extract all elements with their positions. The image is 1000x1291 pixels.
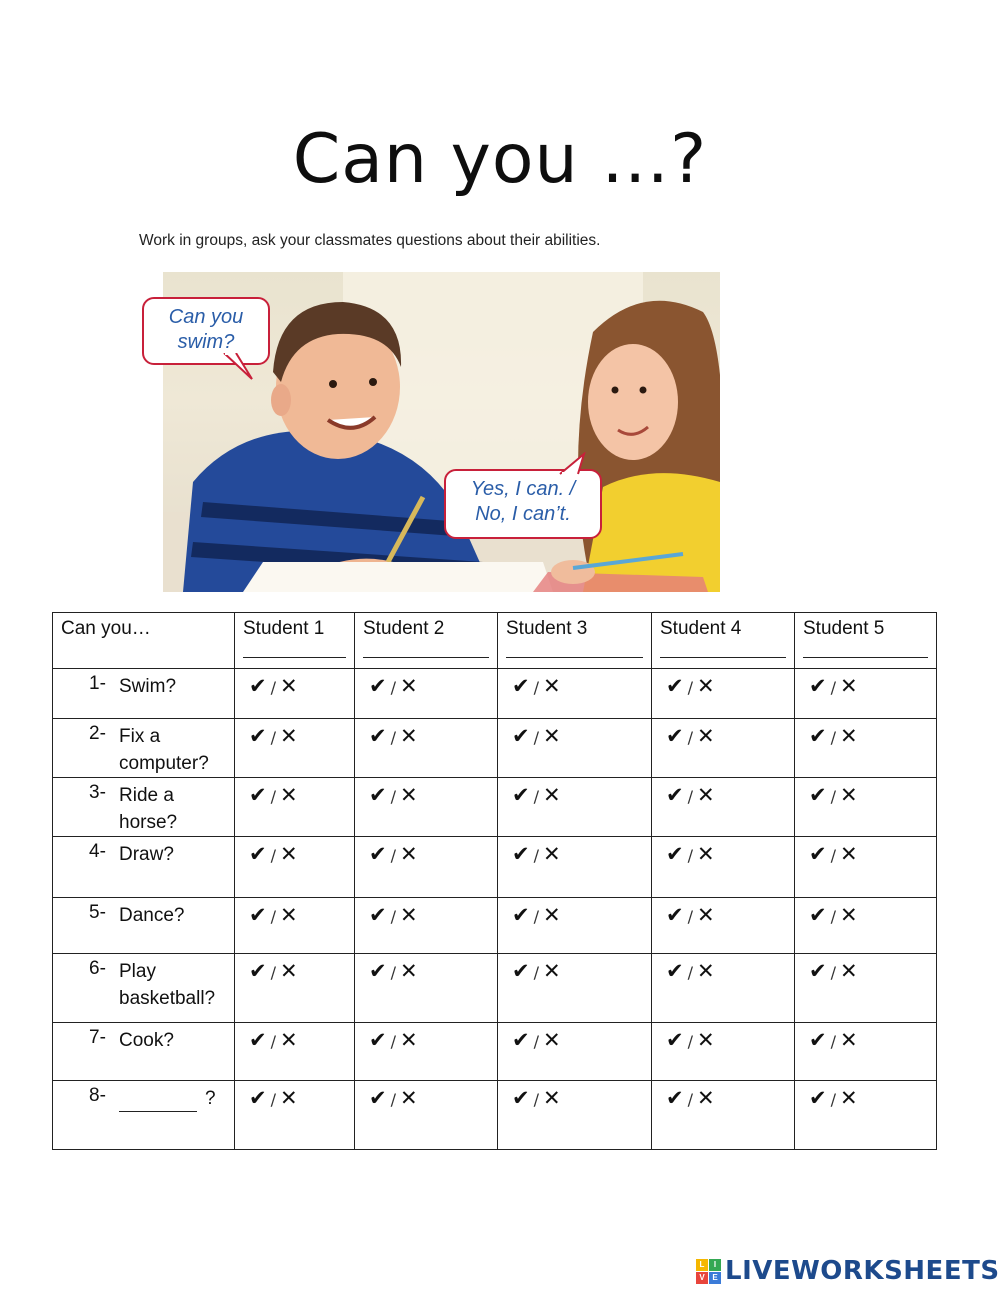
check-icon[interactable]: ✔ bbox=[809, 783, 827, 807]
header-cell-student-3 bbox=[498, 613, 652, 669]
name-blank-line[interactable] bbox=[243, 657, 346, 658]
check-icon[interactable]: ✔ bbox=[666, 842, 684, 866]
check-icon[interactable]: ✔ bbox=[666, 783, 684, 807]
activity-cell bbox=[53, 1081, 235, 1150]
activity-text: Fix a computer? bbox=[119, 726, 209, 774]
bubble-answer-line-1: Yes, I can. / bbox=[470, 478, 576, 500]
check-icon[interactable]: ✔ bbox=[249, 842, 267, 866]
yes-no-choice[interactable]: ✔ / ✕ bbox=[809, 903, 858, 927]
answer-cell[interactable] bbox=[498, 669, 652, 719]
header-cell-student-2 bbox=[355, 613, 498, 669]
liveworksheets-logo bbox=[696, 1254, 1000, 1288]
answer-cell[interactable] bbox=[795, 1081, 937, 1150]
cross-icon[interactable]: ✕ bbox=[280, 724, 298, 748]
activity-text: Ride a horse? bbox=[119, 785, 178, 833]
check-icon[interactable]: ✔ bbox=[249, 724, 267, 748]
answer-cell[interactable] bbox=[652, 1081, 795, 1150]
cross-icon[interactable]: ✕ bbox=[840, 959, 858, 983]
speech-bubble-answer bbox=[444, 469, 602, 539]
answer-cell[interactable] bbox=[652, 1023, 795, 1081]
activity-cell bbox=[53, 954, 235, 1023]
instructions: Work in groups, ask your classmates questions about their abilities. bbox=[139, 232, 601, 249]
yes-no-choice[interactable]: ✔ / ✕ bbox=[249, 842, 298, 866]
activity-text: Swim? bbox=[119, 676, 177, 697]
answer-cell[interactable] bbox=[355, 1023, 498, 1081]
cross-icon[interactable]: ✕ bbox=[543, 903, 561, 927]
check-icon[interactable]: ✔ bbox=[369, 674, 387, 698]
check-icon[interactable]: ✔ bbox=[666, 959, 684, 983]
header-label: Student 5 bbox=[803, 618, 885, 639]
table-row bbox=[53, 898, 937, 954]
header-cell-can-you bbox=[53, 613, 235, 669]
answer-cell[interactable] bbox=[355, 669, 498, 719]
yes-no-choice[interactable]: ✔ / ✕ bbox=[512, 903, 561, 927]
header-cell-student-4 bbox=[652, 613, 795, 669]
check-icon[interactable]: ✔ bbox=[809, 724, 827, 748]
check-icon[interactable]: ✔ bbox=[809, 1086, 827, 1110]
answer-cell[interactable] bbox=[652, 669, 795, 719]
cross-icon[interactable]: ✕ bbox=[280, 674, 298, 698]
cross-icon[interactable]: ✕ bbox=[400, 842, 418, 866]
yes-no-choice[interactable]: ✔ / ✕ bbox=[369, 674, 418, 698]
cross-icon[interactable]: ✕ bbox=[697, 674, 715, 698]
yes-no-choice[interactable]: ✔ / ✕ bbox=[369, 903, 418, 927]
logo-block: L bbox=[696, 1259, 708, 1271]
check-icon[interactable]: ✔ bbox=[512, 724, 530, 748]
answer-cell[interactable] bbox=[355, 954, 498, 1023]
check-icon[interactable]: ✔ bbox=[809, 842, 827, 866]
cross-icon[interactable]: ✕ bbox=[697, 783, 715, 807]
answer-cell[interactable] bbox=[498, 778, 652, 837]
cross-icon[interactable]: ✕ bbox=[543, 1028, 561, 1052]
cross-icon[interactable]: ✕ bbox=[840, 1086, 858, 1110]
answer-cell[interactable] bbox=[355, 1081, 498, 1150]
check-icon[interactable]: ✔ bbox=[666, 1086, 684, 1110]
logo-icon bbox=[696, 1259, 721, 1284]
logo-block: I bbox=[709, 1259, 721, 1271]
row-number: 5- bbox=[89, 902, 106, 923]
yes-no-choice[interactable]: ✔ / ✕ bbox=[809, 959, 858, 983]
check-icon[interactable]: ✔ bbox=[369, 783, 387, 807]
yes-no-choice[interactable]: ✔ / ✕ bbox=[666, 842, 715, 866]
yes-no-choice[interactable]: ✔ / ✕ bbox=[512, 1028, 561, 1052]
cross-icon[interactable]: ✕ bbox=[840, 842, 858, 866]
check-icon[interactable]: ✔ bbox=[369, 842, 387, 866]
activity-cell bbox=[53, 1023, 235, 1081]
check-icon[interactable]: ✔ bbox=[249, 783, 267, 807]
cross-icon[interactable]: ✕ bbox=[280, 1086, 298, 1110]
name-blank-line[interactable] bbox=[506, 657, 643, 658]
header-label: Student 4 bbox=[660, 618, 742, 639]
cross-icon[interactable]: ✕ bbox=[400, 1028, 418, 1052]
table-row bbox=[53, 669, 937, 719]
check-icon[interactable]: ✔ bbox=[666, 724, 684, 748]
logo-text: LIVEWORKSHEETS bbox=[725, 1256, 1000, 1286]
cross-icon[interactable]: ✕ bbox=[840, 1028, 858, 1052]
cross-icon[interactable]: ✕ bbox=[400, 959, 418, 983]
yes-no-choice[interactable]: ✔ / ✕ bbox=[666, 783, 715, 807]
cross-icon[interactable]: ✕ bbox=[840, 903, 858, 927]
cross-icon[interactable]: ✕ bbox=[543, 842, 561, 866]
header-label: Student 2 bbox=[363, 618, 445, 639]
yes-no-choice[interactable]: ✔ / ✕ bbox=[666, 1086, 715, 1110]
answer-cell[interactable] bbox=[652, 837, 795, 898]
answer-cell[interactable] bbox=[235, 837, 355, 898]
answer-cell[interactable] bbox=[652, 719, 795, 778]
yes-no-choice[interactable]: ✔ / ✕ bbox=[369, 1086, 418, 1110]
answer-cell[interactable] bbox=[498, 954, 652, 1023]
yes-no-choice[interactable]: ✔ / ✕ bbox=[369, 724, 418, 748]
cross-icon[interactable]: ✕ bbox=[840, 783, 858, 807]
answer-cell[interactable] bbox=[235, 669, 355, 719]
cross-icon[interactable]: ✕ bbox=[280, 1028, 298, 1052]
answer-cell[interactable] bbox=[355, 898, 498, 954]
custom-activity-blank[interactable] bbox=[119, 1093, 197, 1112]
activity-text-blank: ? bbox=[119, 1085, 234, 1112]
answer-cell[interactable] bbox=[498, 837, 652, 898]
yes-no-choice[interactable]: ✔ / ✕ bbox=[512, 959, 561, 983]
answer-cell[interactable] bbox=[498, 719, 652, 778]
answer-cell[interactable] bbox=[795, 719, 937, 778]
answer-cell[interactable] bbox=[795, 837, 937, 898]
check-icon[interactable]: ✔ bbox=[369, 1028, 387, 1052]
yes-no-choice[interactable]: ✔ / ✕ bbox=[512, 783, 561, 807]
table-row bbox=[53, 1023, 937, 1081]
cross-icon[interactable]: ✕ bbox=[543, 783, 561, 807]
cross-icon[interactable]: ✕ bbox=[400, 903, 418, 927]
yes-no-choice[interactable]: ✔ / ✕ bbox=[369, 783, 418, 807]
cross-icon[interactable]: ✕ bbox=[697, 903, 715, 927]
activity-text: Play basketball? bbox=[119, 961, 216, 1009]
logo-block: E bbox=[709, 1272, 721, 1284]
cross-icon[interactable]: ✕ bbox=[840, 674, 858, 698]
check-icon[interactable]: ✔ bbox=[512, 959, 530, 983]
yes-no-choice[interactable]: ✔ / ✕ bbox=[809, 783, 858, 807]
bubble-tail-question bbox=[222, 353, 256, 381]
check-icon[interactable]: ✔ bbox=[512, 1086, 530, 1110]
cross-icon[interactable]: ✕ bbox=[697, 1028, 715, 1052]
check-icon[interactable]: ✔ bbox=[809, 959, 827, 983]
activity-text: Cook? bbox=[119, 1030, 174, 1051]
header-label: Student 3 bbox=[506, 618, 588, 639]
activity-cell bbox=[53, 778, 235, 837]
yes-no-choice[interactable]: ✔ / ✕ bbox=[249, 724, 298, 748]
cross-icon[interactable]: ✕ bbox=[697, 1086, 715, 1110]
yes-no-choice[interactable]: ✔ / ✕ bbox=[666, 903, 715, 927]
check-icon[interactable]: ✔ bbox=[512, 1028, 530, 1052]
answer-cell[interactable] bbox=[795, 669, 937, 719]
row-number: 2- bbox=[89, 723, 106, 744]
check-icon[interactable]: ✔ bbox=[369, 903, 387, 927]
yes-no-choice[interactable]: ✔ / ✕ bbox=[809, 1028, 858, 1052]
yes-no-choice[interactable]: ✔ / ✕ bbox=[369, 959, 418, 983]
header-cell-student-5 bbox=[795, 613, 937, 669]
answer-cell[interactable] bbox=[498, 1081, 652, 1150]
bubble-question-line-1: Can you bbox=[168, 306, 244, 328]
cross-icon[interactable]: ✕ bbox=[543, 724, 561, 748]
answer-cell[interactable] bbox=[235, 1081, 355, 1150]
answer-cell[interactable] bbox=[652, 954, 795, 1023]
activity-cell bbox=[53, 719, 235, 778]
answer-cell[interactable] bbox=[355, 778, 498, 837]
check-icon[interactable]: ✔ bbox=[369, 959, 387, 983]
logo-block: V bbox=[696, 1272, 708, 1284]
yes-no-choice[interactable]: ✔ / ✕ bbox=[369, 842, 418, 866]
check-icon[interactable]: ✔ bbox=[809, 674, 827, 698]
cross-icon[interactable]: ✕ bbox=[280, 783, 298, 807]
page-title: Can you …? bbox=[292, 120, 708, 199]
yes-no-choice[interactable]: ✔ / ✕ bbox=[249, 1028, 298, 1052]
yes-no-choice[interactable]: ✔ / ✕ bbox=[809, 1086, 858, 1110]
table-header-row bbox=[53, 613, 937, 669]
check-icon[interactable]: ✔ bbox=[809, 1028, 827, 1052]
row-number: 1- bbox=[89, 673, 106, 694]
check-icon[interactable]: ✔ bbox=[666, 1028, 684, 1052]
row-number: 8- bbox=[89, 1085, 106, 1106]
row-number: 3- bbox=[89, 782, 106, 803]
name-blank-line[interactable] bbox=[660, 657, 786, 658]
row-number: 7- bbox=[89, 1027, 106, 1048]
answer-cell[interactable] bbox=[795, 1023, 937, 1081]
yes-no-choice[interactable]: ✔ / ✕ bbox=[249, 903, 298, 927]
yes-no-choice[interactable]: ✔ / ✕ bbox=[249, 783, 298, 807]
row-number: 6- bbox=[89, 958, 106, 979]
check-icon[interactable]: ✔ bbox=[249, 674, 267, 698]
check-icon[interactable]: ✔ bbox=[512, 783, 530, 807]
check-icon[interactable]: ✔ bbox=[512, 674, 530, 698]
yes-no-choice[interactable]: ✔ / ✕ bbox=[809, 674, 858, 698]
check-icon[interactable]: ✔ bbox=[249, 903, 267, 927]
header-label: Can you… bbox=[61, 618, 151, 639]
yes-no-choice[interactable]: ✔ / ✕ bbox=[512, 1086, 561, 1110]
answer-cell[interactable] bbox=[652, 778, 795, 837]
check-icon[interactable]: ✔ bbox=[249, 959, 267, 983]
header-cell-student-1 bbox=[235, 613, 355, 669]
answer-cell[interactable] bbox=[235, 898, 355, 954]
abilities-table bbox=[52, 612, 937, 1150]
activity-text: Dance? bbox=[119, 905, 185, 926]
yes-no-choice[interactable]: ✔ / ✕ bbox=[809, 842, 858, 866]
cross-icon[interactable]: ✕ bbox=[543, 1086, 561, 1110]
cross-icon[interactable]: ✕ bbox=[280, 842, 298, 866]
check-icon[interactable]: ✔ bbox=[512, 903, 530, 927]
answer-cell[interactable] bbox=[795, 898, 937, 954]
cross-icon[interactable]: ✕ bbox=[280, 959, 298, 983]
yes-no-choice[interactable]: ✔ / ✕ bbox=[512, 724, 561, 748]
answer-cell[interactable] bbox=[498, 898, 652, 954]
check-icon[interactable]: ✔ bbox=[249, 1086, 267, 1110]
header-label: Student 1 bbox=[243, 618, 325, 639]
table-row bbox=[53, 719, 937, 778]
yes-no-choice[interactable]: ✔ / ✕ bbox=[666, 724, 715, 748]
cross-icon[interactable]: ✕ bbox=[697, 724, 715, 748]
answer-cell[interactable] bbox=[795, 954, 937, 1023]
bubble-question-line-2: swim? bbox=[177, 331, 235, 353]
cross-icon[interactable]: ✕ bbox=[400, 724, 418, 748]
table-row bbox=[53, 778, 937, 837]
yes-no-choice[interactable]: ✔ / ✕ bbox=[369, 1028, 418, 1052]
activity-cell bbox=[53, 898, 235, 954]
yes-no-choice[interactable]: ✔ / ✕ bbox=[809, 724, 858, 748]
answer-cell[interactable] bbox=[235, 954, 355, 1023]
yes-no-choice[interactable]: ✔ / ✕ bbox=[666, 674, 715, 698]
name-blank-line[interactable] bbox=[363, 657, 489, 658]
answer-cell[interactable] bbox=[355, 837, 498, 898]
cross-icon[interactable]: ✕ bbox=[697, 842, 715, 866]
table-row bbox=[53, 837, 937, 898]
table-row bbox=[53, 954, 937, 1023]
cross-icon[interactable]: ✕ bbox=[543, 959, 561, 983]
check-icon[interactable]: ✔ bbox=[369, 724, 387, 748]
answer-cell[interactable] bbox=[355, 719, 498, 778]
answer-cell[interactable] bbox=[795, 778, 937, 837]
row-number: 4- bbox=[89, 841, 106, 862]
yes-no-choice[interactable]: ✔ / ✕ bbox=[512, 674, 561, 698]
check-icon[interactable]: ✔ bbox=[809, 903, 827, 927]
bubble-answer-line-2: No, I can’t. bbox=[475, 503, 571, 525]
yes-no-choice[interactable]: ✔ / ✕ bbox=[249, 959, 298, 983]
cross-icon[interactable]: ✕ bbox=[697, 959, 715, 983]
cross-icon[interactable]: ✕ bbox=[400, 674, 418, 698]
check-icon[interactable]: ✔ bbox=[512, 842, 530, 866]
yes-no-choice[interactable]: ✔ / ✕ bbox=[249, 674, 298, 698]
cross-icon[interactable]: ✕ bbox=[840, 724, 858, 748]
check-icon[interactable]: ✔ bbox=[666, 674, 684, 698]
answer-cell[interactable] bbox=[235, 778, 355, 837]
cross-icon[interactable]: ✕ bbox=[400, 1086, 418, 1110]
yes-no-choice[interactable]: ✔ / ✕ bbox=[512, 842, 561, 866]
answer-cell[interactable] bbox=[235, 719, 355, 778]
activity-cell bbox=[53, 669, 235, 719]
cross-icon[interactable]: ✕ bbox=[543, 674, 561, 698]
name-blank-line[interactable] bbox=[803, 657, 928, 658]
check-icon[interactable]: ✔ bbox=[666, 903, 684, 927]
activity-cell bbox=[53, 837, 235, 898]
bubble-tail-answer bbox=[556, 452, 588, 476]
cross-icon[interactable]: ✕ bbox=[400, 783, 418, 807]
activity-text: Draw? bbox=[119, 844, 174, 865]
answer-cell[interactable] bbox=[498, 1023, 652, 1081]
cross-icon[interactable]: ✕ bbox=[280, 903, 298, 927]
yes-no-choice[interactable]: ✔ / ✕ bbox=[249, 1086, 298, 1110]
answer-cell[interactable] bbox=[652, 898, 795, 954]
check-icon[interactable]: ✔ bbox=[249, 1028, 267, 1052]
answer-cell[interactable] bbox=[235, 1023, 355, 1081]
yes-no-choice[interactable]: ✔ / ✕ bbox=[666, 1028, 715, 1052]
table-row bbox=[53, 1081, 937, 1150]
yes-no-choice[interactable]: ✔ / ✕ bbox=[666, 959, 715, 983]
check-icon[interactable]: ✔ bbox=[369, 1086, 387, 1110]
